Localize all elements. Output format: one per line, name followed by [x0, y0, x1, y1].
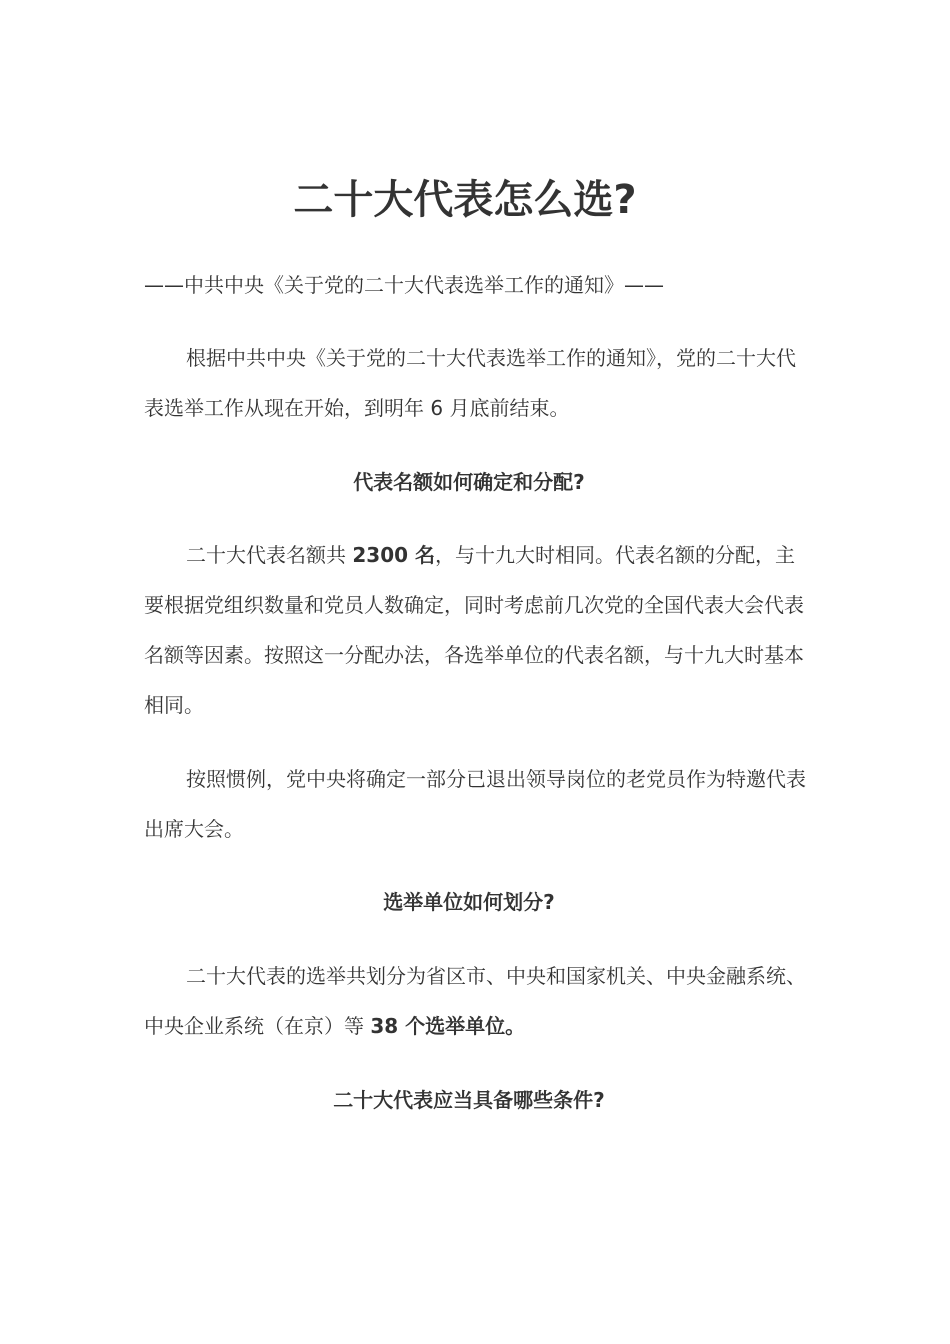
units-number: 38 个选举单位。 — [370, 1014, 526, 1038]
heading-units: 选举单位如何划分? — [383, 890, 555, 914]
special-delegates-paragraph: 按照惯例，党中央将确定一部分已退出领导岗位的老党员作为特邀代表出席大会。 — [144, 767, 806, 841]
units-text-start: 二十大代表的选举共划分为省区市、中央和国家机关、中央金融系统、中央企业系统（在京）等 — [144, 964, 806, 1038]
intro-paragraph: 根据中共中央《关于党的二十大代表选举工作的通知》，党的二十大代表选举工作从现在开始，到明年 6 月底前结束。 — [144, 346, 796, 420]
document-subtitle: ——中共中央《关于党的二十大代表选举工作的通知》—— — [144, 273, 664, 297]
quota-paragraph — [144, 530, 814, 730]
quota-text-end: ，与十九大时相同。代表名额的分配，主要根据党组织数量和党员人数确定，同时考虑前几次党的全国代表大会代表名额等因素。按照这一分配办法，各选举单位的代表名额，与十九大时基本相同。 — [144, 543, 804, 717]
units-paragraph — [144, 951, 814, 1051]
heading-quota: 代表名额如何确定和分配? — [353, 470, 585, 494]
document-title: 二十大代表怎么选? — [293, 177, 637, 223]
heading-conditions: 二十大代表应当具备哪些条件? — [333, 1088, 605, 1112]
quota-text-start: 二十大代表名额共 — [186, 543, 353, 567]
quota-number: 2300 名 — [352, 543, 435, 567]
